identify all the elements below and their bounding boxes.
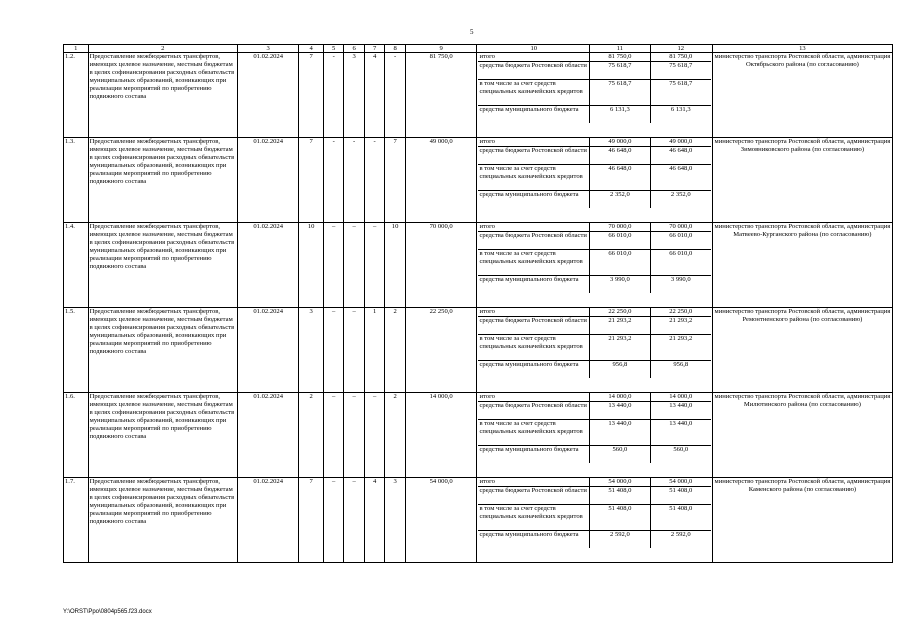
funding-value-12: 66 010,0 — [650, 250, 711, 276]
funding-label: средства муниципального бюджета — [478, 361, 589, 379]
funding-label: средства бюджета Ростовской области — [478, 232, 589, 250]
funding-value-12: 6 131,3 — [670, 106, 691, 113]
measure-title: Предоставление межбюджетных трансфертов, имеющих целевое назначение, местным бюджетам в целях софинансирования расходных обязательств муниципальных образований, возникающих при реализации мероприятий по приобретению подвижного состава — [88, 478, 237, 563]
header-row — [64, 45, 893, 53]
funding-value-12: 21 293,2 — [650, 317, 711, 335]
row-number: 1.3. — [64, 138, 89, 223]
measure-title: Предоставление межбюджетных трансфертов, имеющих целевое назначение, местным бюджетам в целях софинансирования расходных обязательств муниципальных образований, возникающих при реализации мероприятий по приобретению подвижного состава — [88, 223, 237, 308]
funding-label: средства муниципального бюджета — [478, 191, 589, 209]
table-row — [64, 308, 893, 393]
row-number: 1.2. — [64, 53, 89, 138]
funding-row — [478, 147, 710, 165]
funding-breakdown — [477, 478, 712, 563]
funding-value-11: 75 618,7 — [590, 80, 651, 106]
funding-row — [478, 361, 710, 379]
funding-value-11: 51 408,0 — [590, 487, 651, 505]
row-number: 1.4. — [64, 223, 89, 308]
funding-value-11: 66 010,0 — [590, 232, 651, 250]
column-header-2: 2 — [88, 45, 237, 53]
funding-row — [478, 250, 710, 276]
funding-label: в том числе за счет средств специальных казначейских кредитов — [478, 165, 589, 191]
value-col-6: – — [344, 478, 364, 563]
funding-value-11: 54 000,0 — [590, 478, 651, 487]
executor: министерство транспорта Ростовской области, администрация Зимовниковского района (по согласованию) — [712, 138, 892, 223]
funding-row — [478, 505, 710, 531]
column-header-10: 10 — [478, 45, 589, 52]
column-header-11: 11 — [590, 45, 651, 52]
value-col-7: – — [364, 393, 384, 478]
funding-value-11: 75 618,7 — [590, 62, 651, 80]
funding-label: в том числе за счет средств специальных казначейских кредитов — [478, 335, 589, 361]
funding-row — [478, 478, 710, 487]
funding-label: средства бюджета Ростовской области — [478, 317, 589, 335]
value-col-7: 1 — [364, 308, 384, 393]
funding-row — [478, 138, 710, 147]
funding-value-12: 560,0 — [673, 446, 689, 453]
row-number: 1.6. — [64, 393, 89, 478]
value-col-5: – — [323, 223, 343, 308]
funding-row — [478, 276, 710, 294]
row-date: 01.02.2024 — [237, 478, 298, 563]
value-col-5: - — [323, 53, 343, 138]
funding-label: средства муниципального бюджета — [478, 276, 589, 294]
executor: министерство транспорта Ростовской области, администрация Матвеево-Курганского района (по согласованию) — [712, 223, 892, 308]
measure-title: Предоставление межбюджетных трансфертов, имеющих целевое назначение, местным бюджетам в целях софинансирования расходных обязательств муниципальных образований, возникающих при реализации мероприятий по приобретению подвижного состава — [88, 393, 237, 478]
funding-value-12: 66 010,0 — [650, 232, 711, 250]
funding-label: в том числе за счет средств специальных казначейских кредитов — [478, 80, 589, 106]
funding-label: средства бюджета Ростовской области — [478, 487, 589, 505]
value-col-6: – — [344, 393, 364, 478]
funding-value-11: 46 648,0 — [590, 165, 651, 191]
value-col-9: 14 000,0 — [405, 393, 477, 478]
column-header-group — [477, 45, 712, 53]
funding-label: средства бюджета Ростовской области — [478, 402, 589, 420]
value-col-7: 4 — [364, 53, 384, 138]
funding-value-11: 46 648,0 — [590, 147, 651, 165]
value-col-9: 70 000,0 — [405, 223, 477, 308]
value-col-8: 7 — [385, 138, 405, 223]
funding-value-11: 21 293,2 — [590, 317, 651, 335]
funding-value-12: 46 648,0 — [650, 165, 711, 191]
funding-value-12: 54 000,0 — [650, 478, 711, 487]
row-date: 01.02.2024 — [237, 138, 298, 223]
row-number: 1.5. — [64, 308, 89, 393]
funding-value-11: 956,8 — [590, 361, 651, 379]
value-col-8: 3 — [385, 478, 405, 563]
funding-label: итого — [478, 478, 589, 487]
funding-value-11: 6 131,3 — [590, 106, 651, 124]
funding-row — [478, 223, 710, 232]
funding-label: итого — [478, 393, 589, 402]
funding-value-11: 2 352,0 — [590, 191, 651, 209]
funding-value-11: 14 000,0 — [590, 393, 651, 402]
value-col-5: – — [323, 308, 343, 393]
value-col-8: 2 — [385, 393, 405, 478]
funding-value-12: 13 440,0 — [650, 402, 711, 420]
funding-label: средства бюджета Ростовской области — [478, 62, 589, 80]
funding-label: средства муниципального бюджета — [478, 106, 589, 124]
page-number: 5 — [470, 28, 474, 36]
value-col-5: - — [323, 138, 343, 223]
funding-value-12: 75 618,7 — [650, 62, 711, 80]
funding-label: итого — [478, 53, 589, 62]
funding-row — [478, 191, 710, 209]
value-col-9: 81 750,0 — [405, 53, 477, 138]
funding-value-11: 22 250,0 — [590, 308, 651, 317]
value-col-4: 7 — [299, 53, 324, 138]
value-col-6: – — [344, 223, 364, 308]
funding-breakdown — [477, 308, 712, 393]
column-header-9: 9 — [405, 45, 477, 53]
funding-breakdown — [477, 138, 712, 223]
value-col-7: 4 — [364, 478, 384, 563]
funding-breakdown — [477, 393, 712, 478]
value-col-5: – — [323, 393, 343, 478]
funding-value-11: 3 990,0 — [590, 276, 651, 294]
funding-value-12: 2 352,0 — [670, 191, 691, 198]
funding-value-11: 66 010,0 — [590, 250, 651, 276]
funding-row — [478, 80, 710, 106]
value-col-9: 49 000,0 — [405, 138, 477, 223]
funding-row — [478, 487, 710, 505]
funding-value-11: 49 000,0 — [590, 138, 651, 147]
funding-value-12: 75 618,7 — [650, 80, 711, 106]
funding-label: итого — [478, 138, 589, 147]
funding-value-12: 22 250,0 — [650, 308, 711, 317]
funding-label: итого — [478, 308, 589, 317]
table-row — [64, 393, 893, 478]
column-header-5: 5 — [323, 45, 343, 53]
value-col-8: 10 — [385, 223, 405, 308]
funding-row — [478, 402, 710, 420]
funding-label: средства муниципального бюджета — [478, 531, 589, 549]
funding-row — [478, 531, 710, 549]
column-header-1: 1 — [64, 45, 89, 53]
table-row — [64, 478, 893, 563]
table-row — [64, 223, 893, 308]
value-col-4: 3 — [299, 308, 324, 393]
table-row — [64, 53, 893, 138]
row-number: 1.7. — [64, 478, 89, 563]
funding-value-12: 81 750,0 — [650, 53, 711, 62]
funding-value-11: 13 440,0 — [590, 420, 651, 446]
funding-value-12: 46 648,0 — [650, 147, 711, 165]
funding-row — [478, 446, 710, 464]
data-table — [63, 44, 893, 563]
funding-label: в том числе за счет средств специальных казначейских кредитов — [478, 505, 589, 531]
funding-label: средства бюджета Ростовской области — [478, 147, 589, 165]
funding-value-12: 3 990,0 — [670, 276, 691, 283]
funding-value-11: 70 000,0 — [590, 223, 651, 232]
column-header-13: 13 — [712, 45, 892, 53]
funding-value-11: 13 440,0 — [590, 402, 651, 420]
funding-value-12: 2 592,0 — [670, 531, 691, 538]
funding-value-12: 51 408,0 — [650, 487, 711, 505]
funding-row — [478, 393, 710, 402]
executor: министерство транспорта Ростовской области, администрация Милютинского района (по согласованию) — [712, 393, 892, 478]
value-col-6: - — [344, 138, 364, 223]
value-col-9: 22 250,0 — [405, 308, 477, 393]
value-col-4: 2 — [299, 393, 324, 478]
column-header-7: 7 — [364, 45, 384, 53]
funding-row — [478, 106, 710, 124]
column-header-4: 4 — [299, 45, 324, 53]
funding-value-12: 14 000,0 — [650, 393, 711, 402]
funding-value-11: 560,0 — [590, 446, 651, 464]
row-date: 01.02.2024 — [237, 308, 298, 393]
column-header-3: 3 — [237, 45, 298, 53]
value-col-6: 3 — [344, 53, 364, 138]
funding-row — [478, 308, 710, 317]
funding-row — [478, 317, 710, 335]
measure-title: Предоставление межбюджетных трансфертов, имеющих целевое назначение, местным бюджетам в целях софинансирования расходных обязательств муниципальных образований, возникающих при реализации мероприятий по приобретению подвижного состава — [88, 138, 237, 223]
funding-label: в том числе за счет средств специальных казначейских кредитов — [478, 250, 589, 276]
funding-value-12: 21 293,2 — [650, 335, 711, 361]
funding-value-11: 2 592,0 — [590, 531, 651, 549]
funding-value-11: 21 293,2 — [590, 335, 651, 361]
value-col-4: 7 — [299, 478, 324, 563]
funding-value-12: 13 440,0 — [650, 420, 711, 446]
value-col-4: 10 — [299, 223, 324, 308]
value-col-7: - — [364, 138, 384, 223]
funding-label: средства муниципального бюджета — [478, 446, 589, 464]
row-date: 01.02.2024 — [237, 53, 298, 138]
funding-value-12: 956,8 — [673, 361, 689, 368]
funding-row — [478, 62, 710, 80]
value-col-9: 54 000,0 — [405, 478, 477, 563]
measure-title: Предоставление межбюджетных трансфертов, имеющих целевое назначение, местным бюджетам в целях софинансирования расходных обязательств муниципальных образований, возникающих при реализации мероприятий по приобретению подвижного состава — [88, 308, 237, 393]
funding-value-12: 51 408,0 — [650, 505, 711, 531]
value-col-8: - — [385, 53, 405, 138]
value-col-4: 7 — [299, 138, 324, 223]
column-header-12: 12 — [677, 45, 685, 52]
value-col-5: – — [323, 478, 343, 563]
funding-value-11: 81 750,0 — [590, 53, 651, 62]
funding-value-12: 49 000,0 — [650, 138, 711, 147]
funding-label: в том числе за счет средств специальных казначейских кредитов — [478, 420, 589, 446]
value-col-8: 2 — [385, 308, 405, 393]
executor: министерство транспорта Ростовской области, администрация Ремонтненского района (по согласованию) — [712, 308, 892, 393]
column-header-8: 8 — [385, 45, 405, 53]
funding-value-11: 51 408,0 — [590, 505, 651, 531]
funding-breakdown — [477, 223, 712, 308]
executor: министерство транспорта Ростовской области, администрация Каменского района (по согласованию) — [712, 478, 892, 563]
funding-row — [478, 335, 710, 361]
table-row — [64, 138, 893, 223]
funding-row — [478, 165, 710, 191]
file-path-footer: Y:\ORST\Ppo\0804p565.f23.docx — [63, 609, 152, 615]
funding-value-12: 70 000,0 — [650, 223, 711, 232]
executor: министерство транспорта Ростовской области, администрация Октябрьского района (по согласованию) — [712, 53, 892, 138]
measure-title: Предоставление межбюджетных трансфертов, имеющих целевое назначение, местным бюджетам в целях софинансирования расходных обязательств муниципальных образований, возникающих при реализации мероприятий по приобретению подвижного состава — [88, 53, 237, 138]
funding-row — [478, 53, 710, 62]
funding-label: итого — [478, 223, 589, 232]
row-date: 01.02.2024 — [237, 223, 298, 308]
value-col-6: – — [344, 308, 364, 393]
column-header-6: 6 — [344, 45, 364, 53]
funding-row — [478, 232, 710, 250]
row-date: 01.02.2024 — [237, 393, 298, 478]
value-col-7: – — [364, 223, 384, 308]
funding-row — [478, 420, 710, 446]
funding-breakdown — [477, 53, 712, 138]
